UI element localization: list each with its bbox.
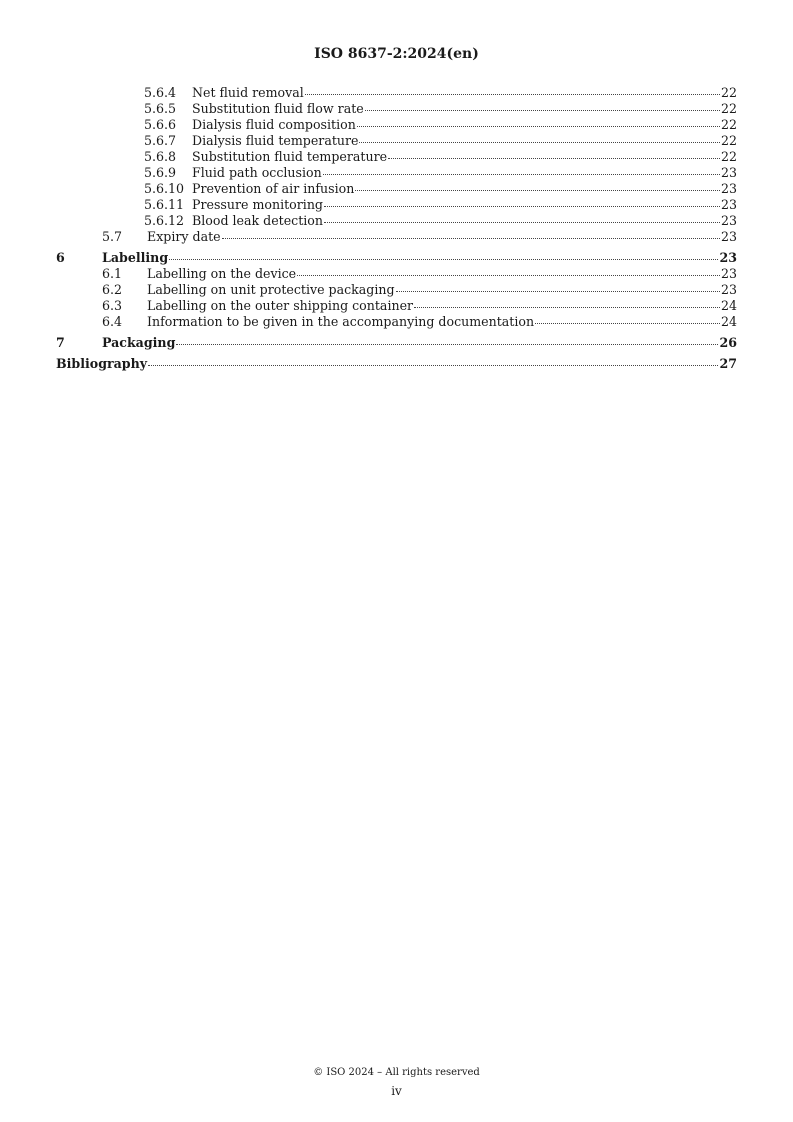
toc-entry-page: 26 [719, 335, 737, 350]
toc-dot-leader [388, 158, 720, 159]
toc-dot-leader [324, 206, 720, 207]
toc-entry-title: Substitution fluid flow rate [192, 101, 364, 116]
toc-entry-clause[interactable] [56, 250, 737, 266]
toc-entry-page: 23 [720, 229, 737, 244]
document-header: ISO 8637-2:2024(en) [314, 46, 479, 62]
toc-entry-page: 23 [720, 197, 737, 212]
toc-dot-leader [169, 259, 718, 260]
toc-entry-number: 5.6.7 [144, 133, 177, 148]
toc-entry[interactable] [56, 117, 737, 133]
toc-entry-page: 27 [719, 356, 737, 371]
toc-entry-title: Net fluid removal [192, 85, 304, 100]
toc-entry[interactable] [56, 229, 737, 245]
toc-dot-leader [176, 344, 718, 345]
toc-dot-leader [222, 238, 720, 239]
toc-entry-number: 5.6.11 [144, 197, 185, 212]
toc-entry-page: 23 [720, 165, 737, 180]
toc-entry-title: Dialysis fluid composition [192, 117, 356, 132]
table-of-contents [56, 85, 737, 372]
toc-entry-bibliography[interactable] [56, 356, 737, 372]
toc-entry-number: 7 [56, 335, 65, 350]
toc-entry-title: Blood leak detection [192, 213, 323, 228]
toc-entry-number: 6 [56, 250, 65, 265]
toc-entry[interactable] [56, 149, 737, 165]
toc-entry-page: 22 [720, 149, 737, 164]
toc-dot-leader [148, 365, 718, 366]
toc-entry-title: Expiry date [147, 229, 221, 244]
toc-entry[interactable] [56, 314, 737, 330]
toc-entry-number: 5.6.9 [144, 165, 177, 180]
toc-entry-title: Packaging [102, 335, 176, 350]
toc-entry[interactable] [56, 85, 737, 101]
toc-entry-number: 5.6.10 [144, 181, 185, 196]
toc-entry-clause[interactable] [56, 335, 737, 351]
toc-entry-title: Pressure monitoring [192, 197, 323, 212]
toc-entry[interactable] [56, 101, 737, 117]
toc-entry-title: Labelling on the outer shipping container [147, 298, 414, 313]
toc-entry[interactable] [56, 266, 737, 282]
toc-entry[interactable] [56, 282, 737, 298]
toc-entry-number: 5.6.6 [144, 117, 177, 132]
toc-entry-page: 23 [720, 213, 737, 228]
toc-entry-number: 5.6.4 [144, 85, 177, 100]
toc-entry[interactable] [56, 213, 737, 229]
toc-entry-number: 6.2 [102, 282, 123, 297]
toc-entry-title: Substitution fluid temperature [192, 149, 388, 164]
toc-dot-leader [355, 190, 720, 191]
copyright-notice: © ISO 2024 – All rights reserved [313, 1067, 480, 1078]
toc-entry-page: 24 [720, 298, 737, 313]
toc-entry-page: 22 [720, 101, 737, 116]
toc-entry-number: 5.6.12 [144, 213, 185, 228]
toc-entry-number: 5.7 [102, 229, 123, 244]
toc-entry-page: 22 [720, 133, 737, 148]
toc-entry-title: Fluid path occlusion [192, 165, 322, 180]
toc-entry[interactable] [56, 197, 737, 213]
toc-dot-leader [323, 174, 720, 175]
toc-entry-title: Bibliography [56, 356, 148, 371]
toc-dot-leader [305, 94, 720, 95]
toc-entry-page: 23 [719, 250, 737, 265]
toc-entry-title: Information to be given in the accompanying documentation [147, 314, 535, 329]
toc-entry-title: Prevention of air infusion [192, 181, 355, 196]
toc-entry[interactable] [56, 165, 737, 181]
toc-entry-page: 23 [720, 181, 737, 196]
page-number: iv [391, 1084, 402, 1098]
toc-entry-title: Labelling [102, 250, 169, 265]
toc-entry-title: Dialysis fluid temperature [192, 133, 359, 148]
toc-entry-page: 23 [720, 266, 737, 281]
toc-dot-leader [414, 307, 720, 308]
toc-dot-leader [324, 222, 720, 223]
toc-entry-number: 6.3 [102, 298, 123, 313]
toc-entry-page: 23 [720, 282, 737, 297]
toc-entry[interactable] [56, 133, 737, 149]
toc-dot-leader [365, 110, 720, 111]
toc-entry-number: 5.6.5 [144, 101, 177, 116]
toc-entry-page: 24 [720, 314, 737, 329]
toc-entry-number: 6.4 [102, 314, 123, 329]
toc-entry-title: Labelling on the device [147, 266, 297, 281]
toc-dot-leader [357, 126, 720, 127]
toc-entry-number: 5.6.8 [144, 149, 177, 164]
toc-entry[interactable] [56, 181, 737, 197]
toc-entry-page: 22 [720, 85, 737, 100]
toc-entry[interactable] [56, 298, 737, 314]
toc-entry-number: 6.1 [102, 266, 123, 281]
toc-dot-leader [297, 275, 720, 276]
toc-entry-page: 22 [720, 117, 737, 132]
toc-entry-title: Labelling on unit protective packaging [147, 282, 395, 297]
toc-dot-leader [396, 291, 720, 292]
toc-dot-leader [359, 142, 719, 143]
toc-dot-leader [535, 323, 720, 324]
